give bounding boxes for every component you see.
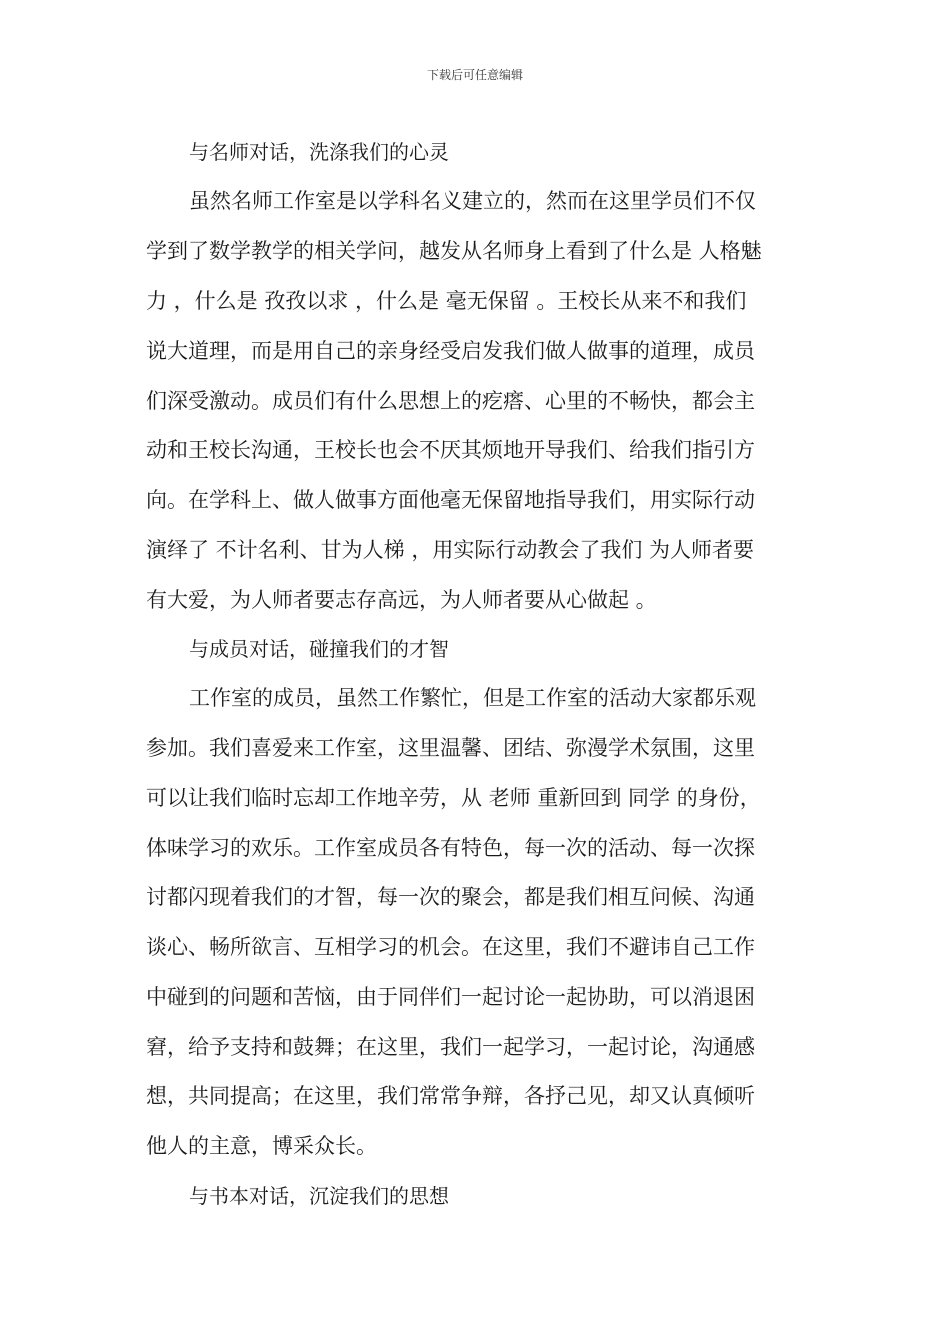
paragraph-line: 可以让我们临时忘却工作地辛劳，从 老师 重新回到 同学 的身份， [146,786,761,810]
paragraph-line: 虽然名师工作室是以学科名义建立的，然而在这里学员们不仅 [189,189,756,213]
section-heading-1: 与名师对话，洗涤我们的心灵 [189,140,449,164]
paragraph-line: 中碰到的问题和苦恼，由于同伴们一起讨论一起协助，可以消退困 [146,985,755,1009]
paragraph-line: 讨都闪现着我们的才智，每一次的聚会，都是我们相互问候、沟通 [146,885,755,909]
paragraph-line: 演绎了 不计名利、甘为人梯 ，用实际行动教会了我们 为人师者要 [146,538,755,562]
paragraph-line: 力 ，什么是 孜孜以求 ，什么是 毫无保留 。王校长从来不和我们 [146,289,747,313]
paragraph-line: 体味学习的欢乐。工作室成员各有特色，每一次的活动、每一次探 [146,836,755,860]
paragraph-line: 说大道理，而是用自己的亲身经受启发我们做人做事的道理，成员 [146,339,755,363]
paragraph-line: 有大爱，为人师者要志存高远，为人师者要从心做起 。 [146,588,657,612]
paragraph-line: 向。在学科上、做人做事方面他毫无保留地指导我们，用实际行动 [146,488,755,512]
paragraph-line: 动和王校长沟通，王校长也会不厌其烦地开导我们、给我们指引方 [146,438,755,462]
paragraph-line: 窘，给予支持和鼓舞；在这里，我们一起学习，一起讨论，沟通感 [146,1035,755,1059]
paragraph-line: 学到了数学教学的相关学问，越发从名师身上看到了什么是 人格魅 [146,239,762,263]
section-heading-2: 与成员对话，碰撞我们的才智 [189,637,449,661]
header-note: 下载后可任意编辑 [426,68,523,82]
paragraph-line: 工作室的成员，虽然工作繁忙，但是工作室的活动大家都乐观 [189,686,756,710]
paragraph-line: 们深受激动。成员们有什么思想上的疙瘩、心里的不畅快，都会主 [146,389,755,413]
paragraph-line: 他人的主意，博采众长。 [146,1134,377,1158]
paragraph-line: 想，共同提高；在这里，我们常常争辩，各抒己见，却又认真倾听 [146,1084,755,1108]
section-heading-3: 与书本对话，沉淀我们的思想 [189,1184,449,1208]
paragraph-line: 谈心、畅所欲言、互相学习的机会。在这里，我们不避讳自己工作 [146,935,755,959]
paragraph-line: 参加。我们喜爱来工作室，这里温馨、团结、弥漫学术氛围，这里 [146,736,755,760]
